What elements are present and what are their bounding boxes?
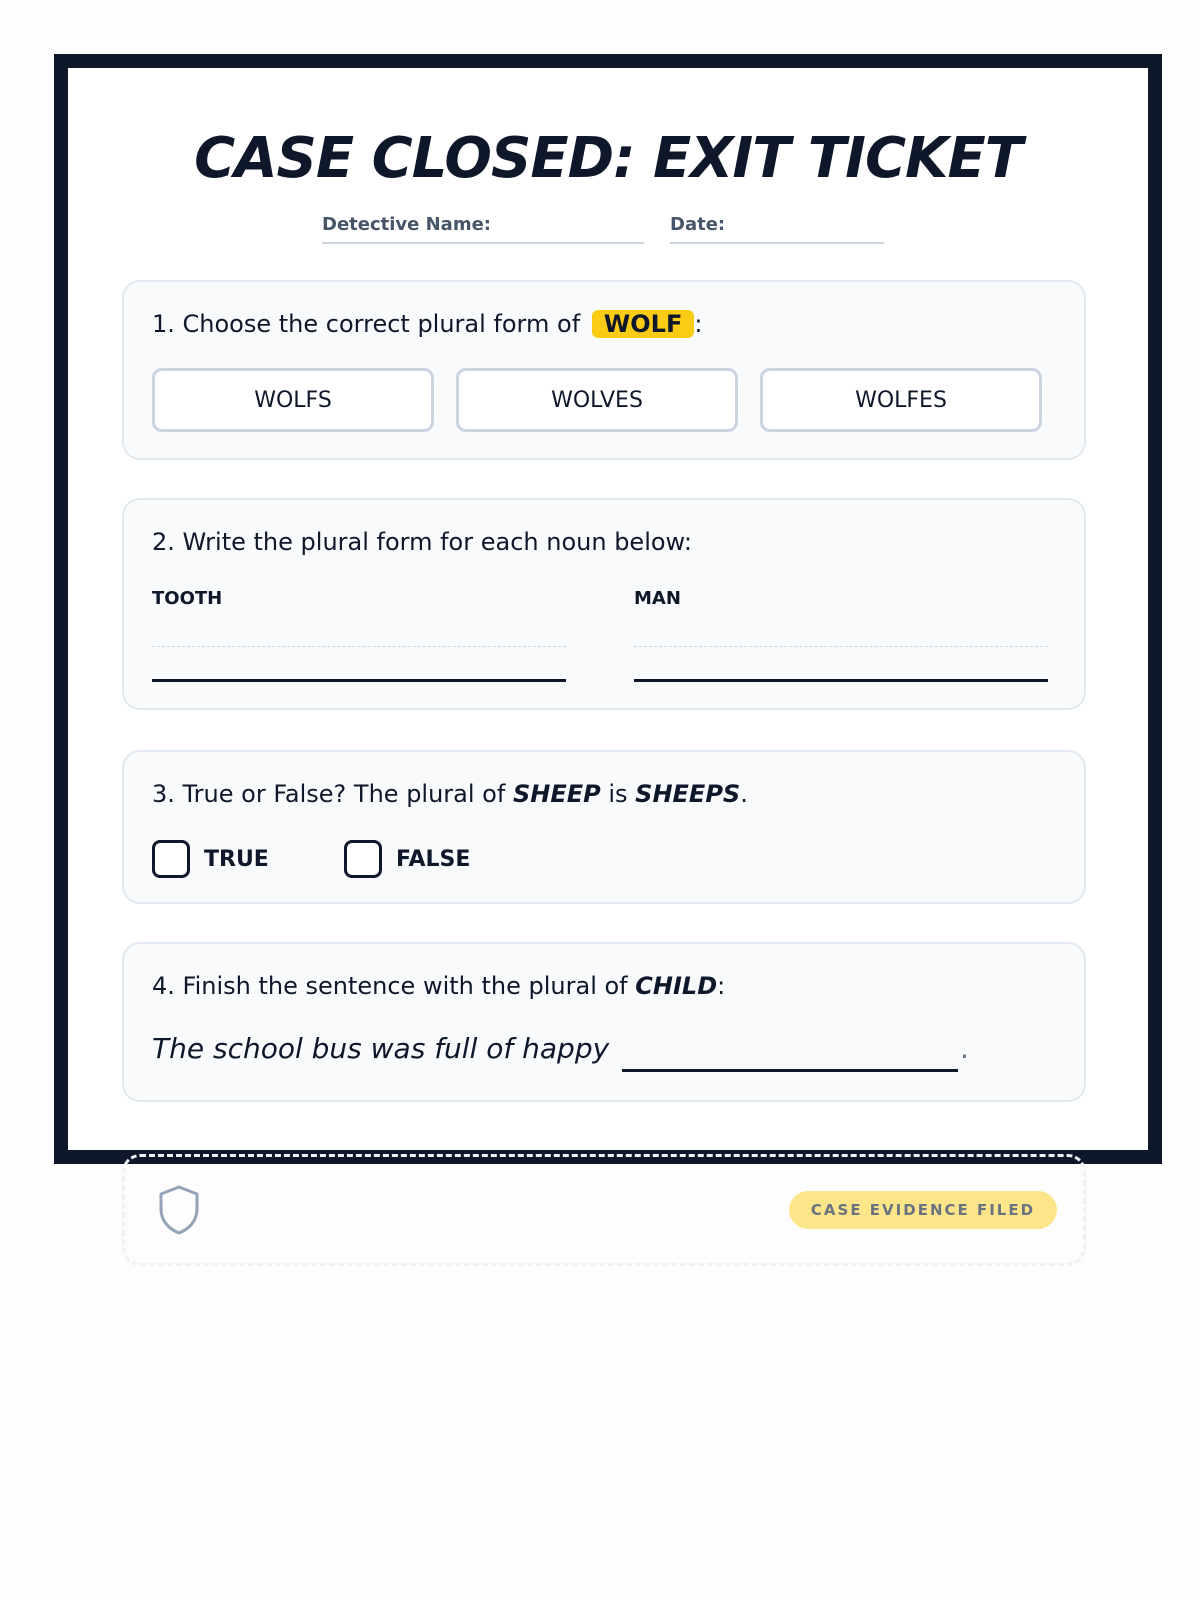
true-checkbox[interactable] (152, 840, 190, 878)
option-wolves-button[interactable]: WOLVES (456, 368, 738, 432)
sentence-period: . (960, 1032, 969, 1065)
false-checkbox[interactable] (344, 840, 382, 878)
true-label: TRUE (204, 846, 269, 872)
false-label: FALSE (396, 846, 471, 872)
question-3-word-2: SHEEPS (635, 780, 741, 808)
date-field[interactable] (670, 214, 884, 244)
question-3-word-1: SHEEP (512, 780, 601, 808)
child-plural-input[interactable] (622, 1034, 958, 1072)
noun-label-tooth: TOOTH (152, 588, 223, 609)
detective-name-label: Detective Name: (322, 214, 491, 235)
question-3-text (152, 780, 748, 808)
option-wolfs-button[interactable]: WOLFS (152, 368, 434, 432)
shield-icon (155, 1183, 203, 1237)
question-4-sentence: The school bus was full of happy (152, 1032, 610, 1065)
noun-label-man: MAN (634, 588, 681, 609)
question-3-middle: is (608, 780, 628, 808)
question-4-card (122, 942, 1086, 1102)
true-checkbox-option[interactable] (152, 840, 269, 878)
question-3-suffix: . (740, 780, 748, 808)
detective-name-field[interactable] (322, 214, 644, 244)
question-2-card (122, 498, 1086, 710)
tooth-answer-input[interactable] (152, 646, 566, 682)
exit-ticket-page (54, 54, 1162, 1219)
false-checkbox-option[interactable] (344, 840, 470, 878)
evidence-footer (122, 1154, 1086, 1266)
question-3-card (122, 750, 1086, 904)
page-title: CASE CLOSED: EXIT TICKET (194, 126, 1022, 191)
question-4-suffix: : (717, 972, 726, 1000)
man-answer-input[interactable] (634, 646, 1048, 682)
question-4-prefix: 4. Finish the sentence with the plural of (152, 972, 628, 1000)
question-1-card (122, 280, 1086, 460)
question-4-text (152, 972, 725, 1000)
question-3-prefix: 3. True or False? The plural of (152, 780, 506, 808)
question-1-text (152, 310, 702, 338)
question-2-text: 2. Write the plural form for each noun below: (152, 528, 692, 556)
question-1-suffix: : (694, 310, 703, 338)
date-label: Date: (670, 214, 726, 235)
question-1-prefix: 1. Choose the correct plural form of (152, 310, 581, 338)
case-evidence-filed-badge: CASE EVIDENCE FILED (789, 1191, 1057, 1229)
option-wolfes-button[interactable]: WOLFES (760, 368, 1042, 432)
question-4-word: CHILD (635, 972, 718, 1000)
question-1-word: WOLF (592, 310, 695, 338)
